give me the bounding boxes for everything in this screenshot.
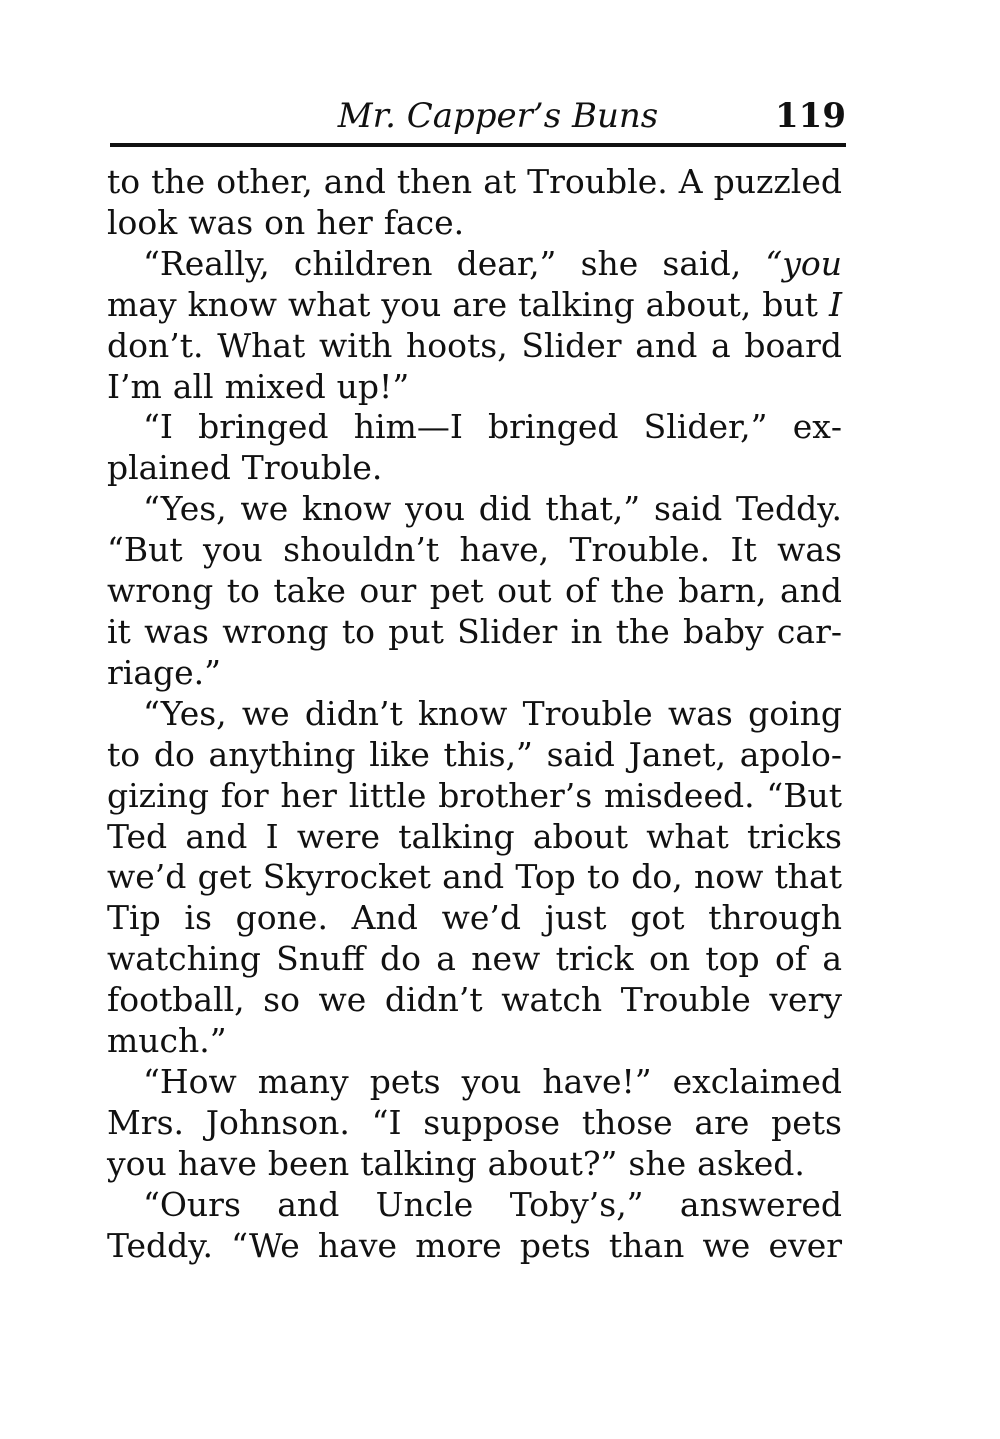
text-segment: may know what you are talking about, but — [107, 284, 829, 324]
text-segment: “Really, children dear,” she said, — [143, 243, 766, 283]
paragraph: “Yes, we didn’t know Trouble was going to do anything like this,” said Janet, apologizing for her little brother’s misdeed. “But Ted and I were talking about what tricks we’d get Skyrocket and Top to do, now that Tip is gone. And we’d just got through watching Snuff do a new trick on top of a football, so we didn’t watch Trouble very much.” — [107, 693, 842, 1061]
header-rule — [110, 143, 846, 147]
emphasis-you: “you — [765, 243, 842, 283]
paragraph: “I bringed him—I bringed Slider,” explained Trouble. — [107, 407, 842, 488]
paragraph: “Ours and Uncle Toby’s,” answered Teddy. “We have more pets than we ever — [107, 1184, 842, 1265]
paragraph-continued — [107, 162, 842, 244]
text-segment: don’t. What with hoots, Slider and a board I’m all mixed up!” — [107, 325, 842, 406]
page-number: 119 — [775, 96, 846, 136]
text-line: look was on her face. — [107, 202, 465, 242]
body-text — [107, 162, 842, 1266]
emphasis-i: I — [828, 284, 842, 324]
paragraph: “How many pets you have!” exclaimed Mrs. Johnson. “I suppose those are pets you have been talking about?” she asked. — [107, 1061, 842, 1183]
text-line: to the other, and then at Trouble. A puzzled — [107, 162, 842, 201]
running-head — [110, 92, 846, 140]
paragraph — [107, 244, 842, 408]
running-title: Mr. Capper’s Buns — [337, 96, 659, 136]
paragraph: “Yes, we know you did that,” said Teddy. “But you shouldn’t have, Trouble. It was wrong to take our pet out of the barn, and it was wrong to put Slider in the baby carriage.” — [107, 489, 842, 692]
